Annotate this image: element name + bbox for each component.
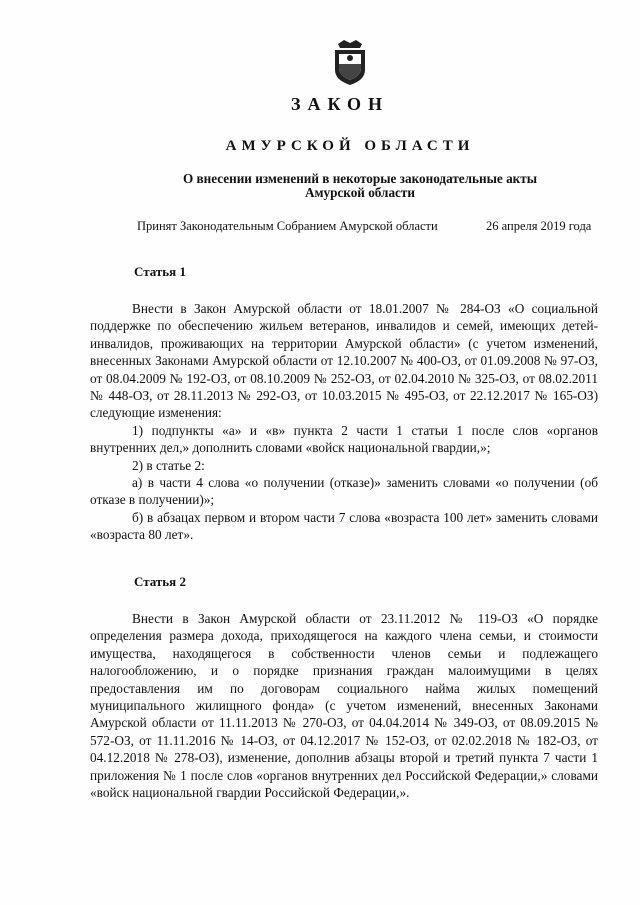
subtitle-line-2: Амурской области	[305, 185, 415, 200]
article-2-body	[90, 610, 598, 801]
adopted-date: 26 апреля 2019 года	[486, 219, 592, 233]
region-title: АМУРСКОЙ ОБЛАСТИ	[225, 138, 475, 154]
article-2-text: Внести в Закон Амурской области от 23.11.2012 № 119-ОЗ «О порядке определения размера дохода, приходящегося на каждого члена семьи, и стоимости имущества, находящегося в собственности членов семьи и подлежащего налогообложению, и о порядке признания граждан малоимущими в целях предоставления им по договорам социального найма жилых помещений муниципального жилищного фонда» (с учетом изменений, внесенных Законами Амурской области от 11.11.2013 № 270-ОЗ, от 04.04.2014 № 349-ОЗ, от 08.09.2015 № 572-ОЗ, от 11.11.2016 № 14-ОЗ, от 04.12.2017 № 152-ОЗ, от 02.02.2018 № 182-ОЗ, от 04.12.2018 № 278-ОЗ), изменение, дополнив абзацы второй и третий пункта 7 части 1 приложения № 1 после слов «органов внутренних дел Российской Федерации,» словами «войск национальной гвардии Российской Федерации,».	[90, 611, 598, 801]
article-1-item-2b: б) в абзацах первом и втором части 7 слова «возраста 100 лет» заменить словами «возраста 80 лет».	[90, 509, 598, 543]
document-title: ЗАКОН	[290, 94, 390, 114]
article-2-heading: Статья 2	[134, 574, 186, 589]
law-subtitle	[150, 172, 570, 200]
article-1-body	[90, 300, 598, 544]
amur-oblast-coat-of-arms-icon	[330, 38, 370, 86]
article-1-item-2a: а) в части 4 слова «о получении (отказе)» заменить словами «о получении (об отказе в получении)»;	[90, 475, 598, 508]
article-1-item-2: 2) в статье 2:	[132, 457, 205, 473]
article-1-intro: Внести в Закон Амурской области от 18.01.2007 № 284-ОЗ «О социальной поддержке по обеспечению жильем ветеранов, инвалидов и семей, имеющих детей-инвалидов, проживающих на территории Амурской области» (с учетом изменений, внесенных Законами Амурской области от 12.10.2007 № 400-ОЗ, от 01.09.2008 № 97-ОЗ, от 08.04.2009 № 192-ОЗ, от 08.10.2009 № 252-ОЗ, от 02.04.2010 № 325-ОЗ, от 08.02.2011 № 448-ОЗ, от 28.11.2013 № 292-ОЗ, от 10.03.2015 № 495-ОЗ, от 22.12.2017 № 165-ОЗ) следующие изменения:	[90, 301, 598, 421]
subtitle-line-1: О внесении изменений в некоторые законодательные акты	[182, 171, 538, 186]
article-1-item-1: 1) подпункты «а» и «в» пункта 2 части 1 статьи 1 после слов «органов внутренних дел,» дополнить словами «войск национальной гвардии,»;	[90, 422, 598, 456]
adopted-by: Принят Законодательным Собранием Амурской области	[137, 219, 438, 233]
article-1-heading: Статья 1	[134, 264, 186, 279]
